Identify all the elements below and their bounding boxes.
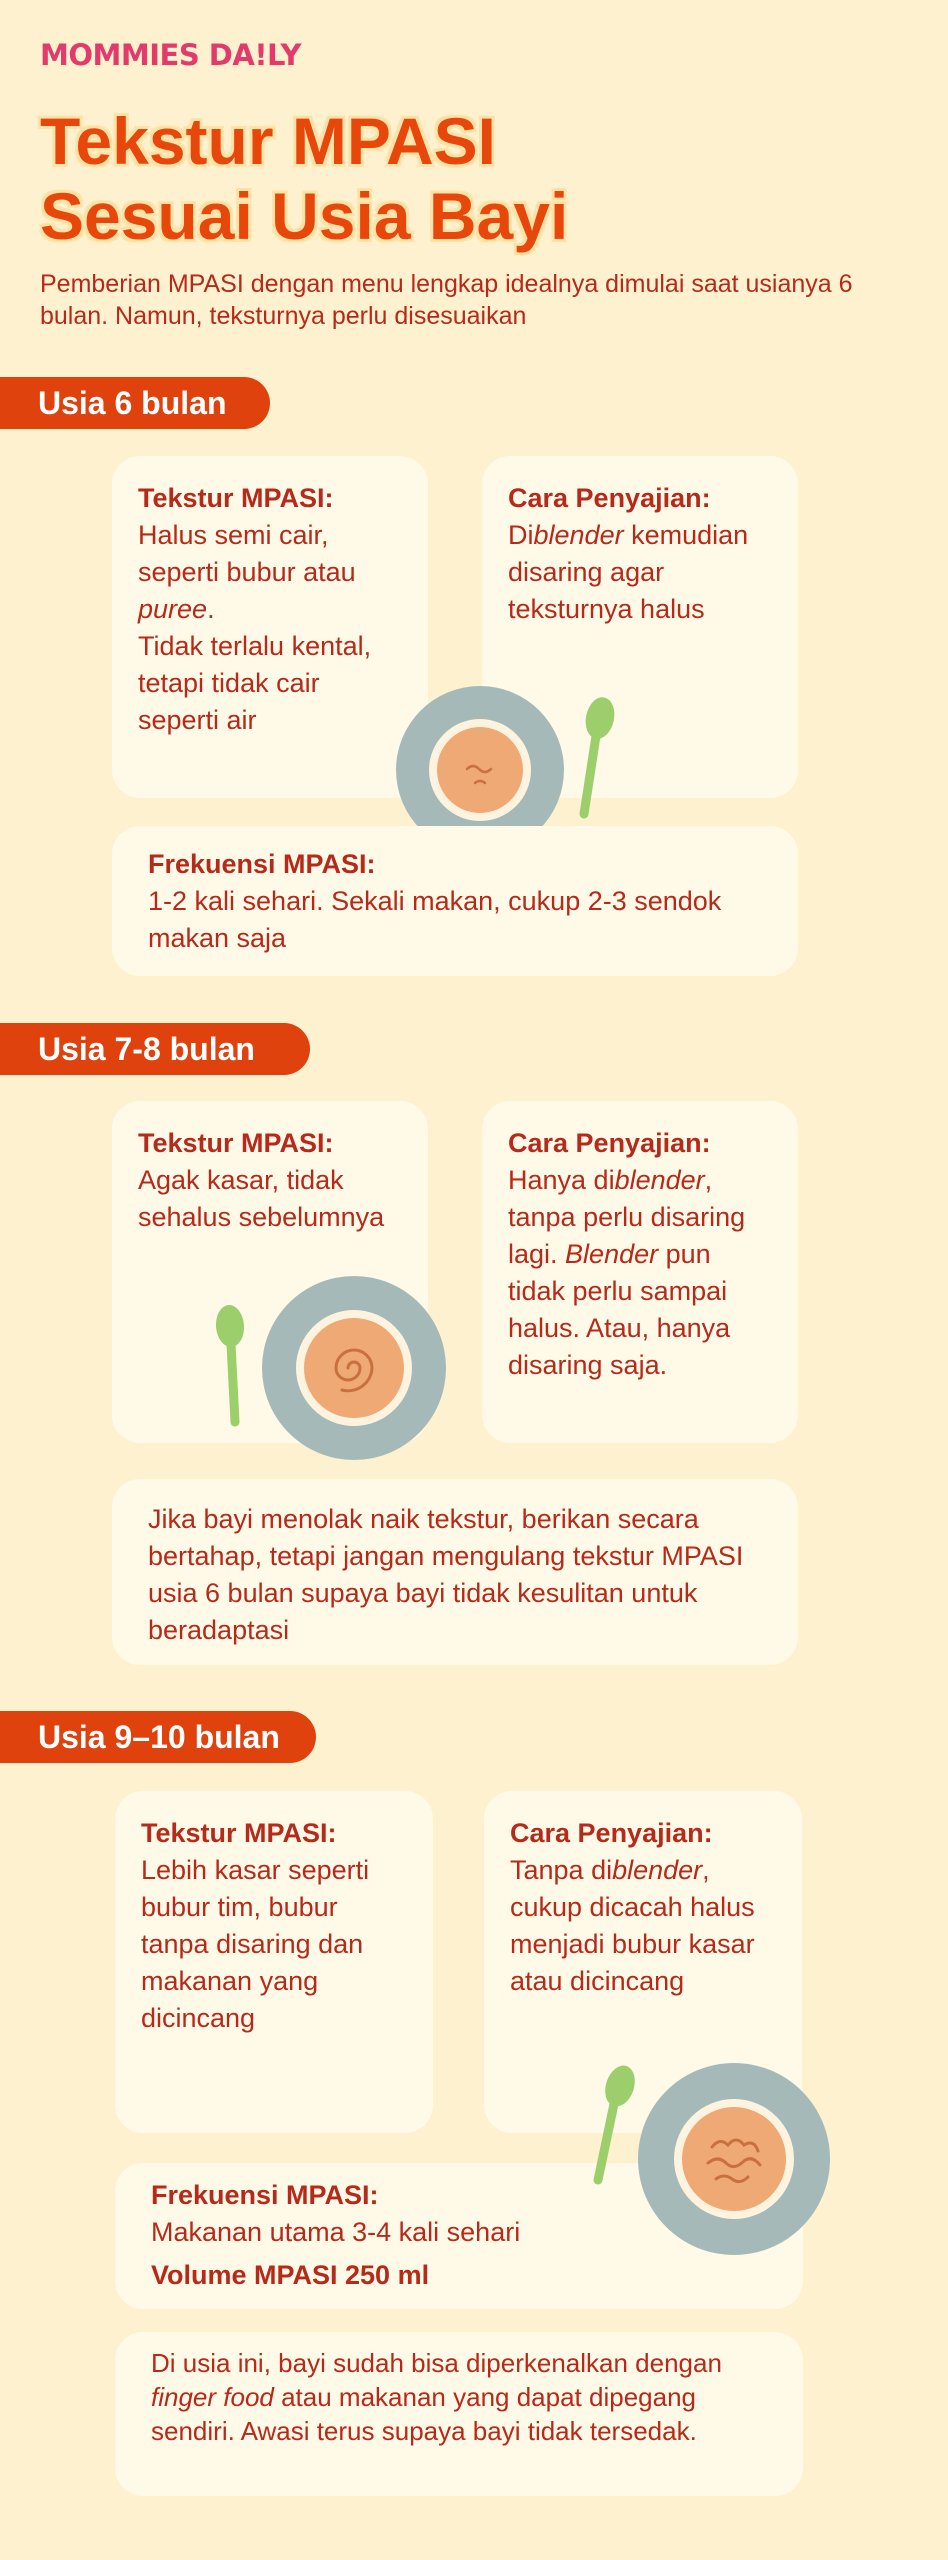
cara-text-a: Hanya di: [508, 1165, 615, 1195]
frekuensi-text: Makanan utama 3-4 kali sehari: [151, 2217, 521, 2247]
cara-card-7-8: [482, 1101, 798, 1443]
cara-text-a: Di: [508, 520, 534, 550]
cara-label: Cara Penyajian:: [510, 1818, 713, 1848]
note-card-7-8: [112, 1479, 798, 1665]
plate-icon: [262, 1276, 446, 1460]
volume-text: Volume MPASI 250 ml: [151, 2260, 430, 2290]
tekstur-card-6: [112, 456, 428, 798]
spoon-icon: [210, 1304, 254, 1428]
spoon-icon: [588, 2064, 638, 2188]
cara-text-a: Tanpa di: [510, 1855, 613, 1885]
cara-text-e: pun tidak perlu sampai halus. Atau, hanya disaring saja.: [508, 1239, 731, 1380]
cara-text-b: blender: [612, 1855, 703, 1885]
tekstur-text-a: Halus semi cair, seperti bubur atau: [138, 520, 356, 587]
tekstur-label: Tekstur MPASI:: [138, 1128, 334, 1158]
tekstur-card-9-10: [115, 1791, 433, 2133]
tekstur-text-d: Tidak terlalu kental, tetapi tidak cair seperti air: [138, 631, 372, 735]
cara-text-b: blender: [533, 520, 624, 550]
cara-text-c: kemudian disaring agar teksturnya halus: [508, 520, 749, 624]
note-text-c: atau makanan yang dapat dipegang sendiri. Awasi terus supaya bayi tidak tersedak.: [151, 2382, 697, 2446]
title-line-2: Sesuai Usia Bayi: [40, 179, 569, 253]
note-card-9-10: [115, 2332, 803, 2496]
spoon-icon: [572, 696, 616, 820]
tekstur-label: Tekstur MPASI:: [141, 1818, 337, 1848]
cara-label: Cara Penyajian:: [508, 483, 711, 513]
note-text-b: finger food: [151, 2382, 274, 2412]
tekstur-text: Agak kasar, tidak sehalus sebelumnya: [138, 1165, 385, 1232]
note-text: Jika bayi menolak naik tekstur, berikan secara bertahap, tetapi jangan mengulang tekstur MPASI usia 6 bulan supaya bayi tidak kesulitan untuk beradaptasi: [148, 1504, 744, 1645]
tekstur-text-b: puree: [138, 594, 208, 624]
age-label-9-10: Usia 9–10 bulan: [0, 1711, 316, 1763]
frekuensi-text: 1-2 kali sehari. Sekali makan, cukup 2-3 sendok makan saja: [148, 886, 722, 953]
cara-text-d: Blender: [565, 1239, 659, 1269]
age-label-7-8: Usia 7-8 bulan: [0, 1023, 310, 1075]
frekuensi-label: Frekuensi MPASI:: [151, 2180, 379, 2210]
cara-text-c: , cukup dicacah halus menjadi bubur kasar atau dicincang: [510, 1855, 755, 1996]
cara-label: Cara Penyajian:: [508, 1128, 711, 1158]
plate-icon: [638, 2063, 830, 2255]
age-label-6: Usia 6 bulan: [0, 377, 270, 429]
frekuensi-label: Frekuensi MPASI:: [148, 849, 376, 879]
cara-text-b: blender: [614, 1165, 705, 1195]
intro-text: Pemberian MPASI dengan menu lengkap idealnya dimulai saat usianya 6 bulan. Namun, teksturnya perlu disesuaikan: [40, 270, 853, 330]
cara-text-c: , tanpa perlu disaring lagi.: [508, 1165, 746, 1269]
tekstur-text-c: .: [207, 594, 215, 624]
note-text-a: Di usia ini, bayi sudah bisa diperkenalkan dengan: [151, 2348, 722, 2378]
page-title: [40, 104, 860, 254]
frekuensi-card-6: [112, 826, 798, 976]
tekstur-text: Lebih kasar seperti bubur tim, bubur tanpa disaring dan makanan yang dicincang: [141, 1855, 370, 2033]
title-line-1: Tekstur MPASI: [40, 104, 496, 178]
brand-logo: MOMMIES DA!LY: [40, 38, 302, 72]
tekstur-label: Tekstur MPASI:: [138, 483, 334, 513]
